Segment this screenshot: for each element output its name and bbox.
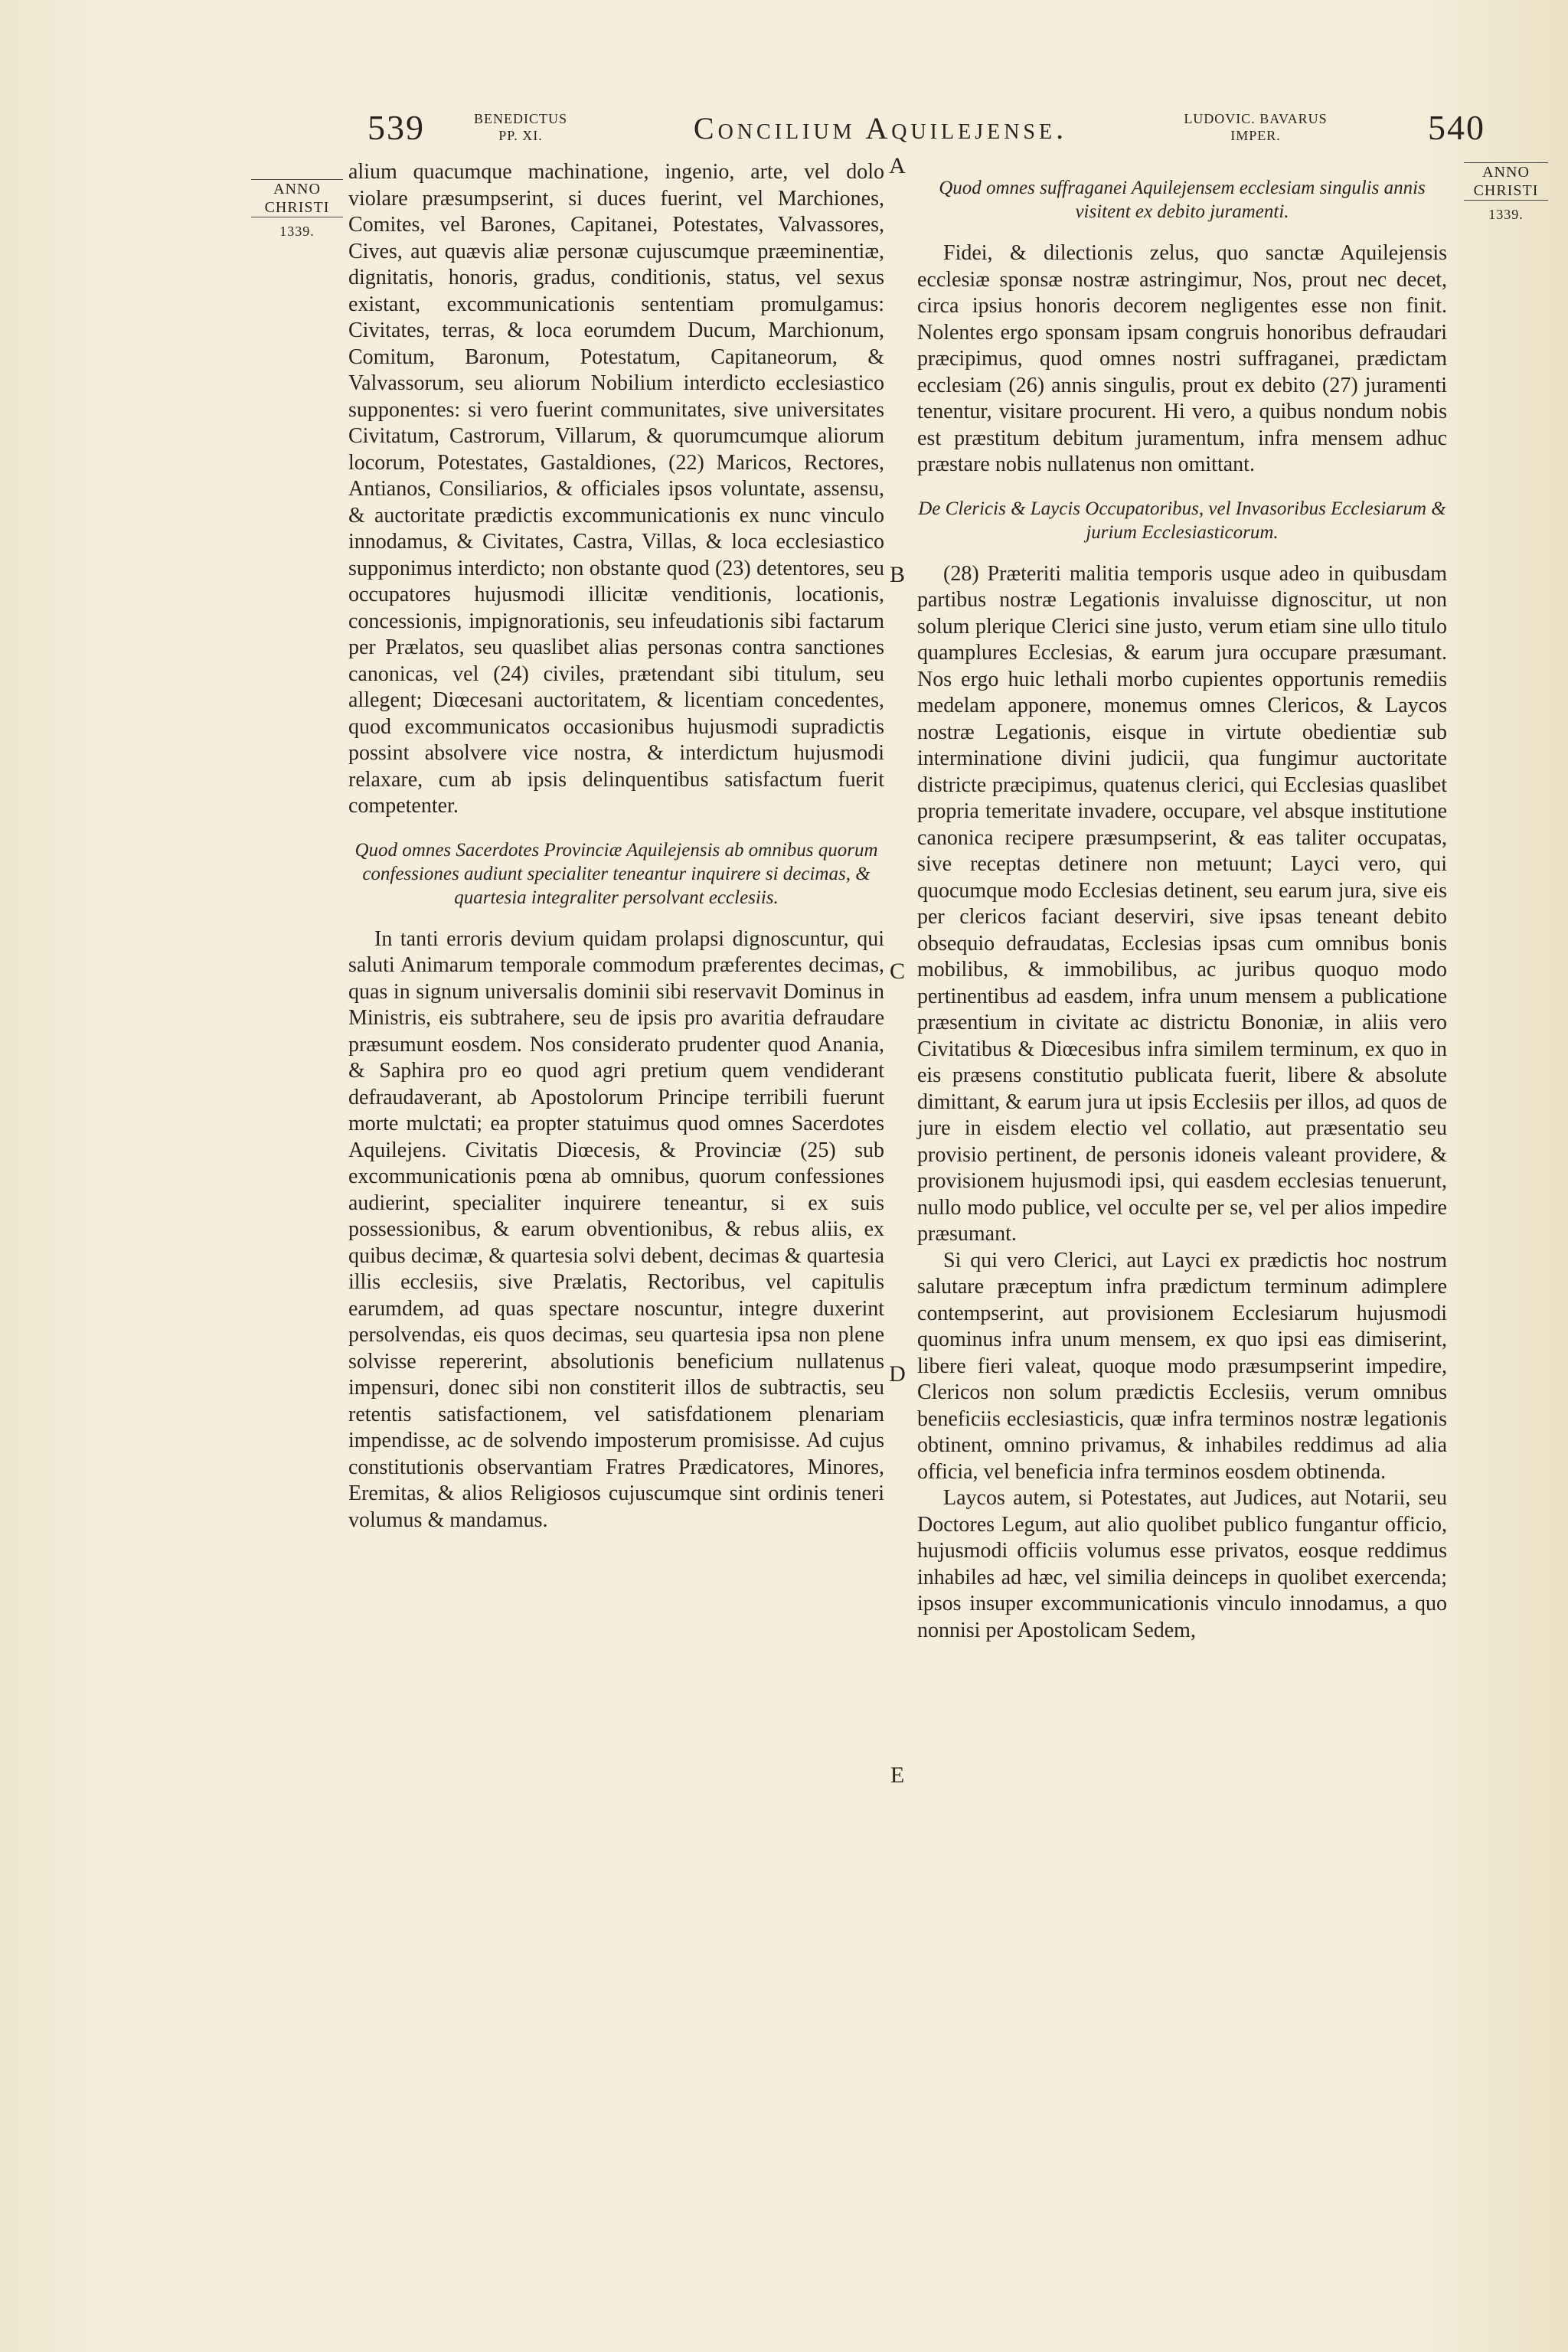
section-letter-e: E <box>890 1762 905 1788</box>
left-paragraph-1: alium quacumque machinatione, ingenio, arte, vel dolo violare præsumpserint, si duces fuerint, vel Marchiones, Comites, vel Barones, Capitanei, Potestates, Valvassores, Cives, aut quævis aliæ personæ cujuscumque præeminentiæ, dignitatis, honoris, gradus, conditionis, status, vel sexus existant, excommunicationis sententiam promulgamus: Civitates, terras, & loca eorumdem Ducum, Marchionum, Comitum, Baronum, Potestatum, Capitaneorum, & Valvassorum, seu aliorum Nobilium interdicto ecclesiastico supponentes: si vero fuerint communitates, sive universitates Civitatum, Castrorum, Villarum, & quorumcumque aliorum locorum, Potestates, Gastaldiones, (22) Maricos, Rectores, Antianos, Consiliarios, & officiales ipsos voluntate, assensu, & auctoritate prædictis excommunicationis ex nunc vinculo innodamus, & Civitates, Castra, Villas, & loca ecclesiastico supponimus interdicto; non obstante quod (23) detentores, seu occupatores hujusmodi illicitæ venditionis, locationis, concessionis, impignorationis, seu infeudationis sibi factarum per Prælatos, seu quaslibet alias personas contra sanctiones canonicas, vel (24) civiles, prætendant sibi titulum, seu allegent; Diœcesani auctoritatem, & licentiam concedentes, quod excommunicatos occasionibus hujusmodi supradictis possint absolvere vice nostra, & interdictum hujusmodi relaxare, cum ab ipsis delinquentibus satisfactum fuerit competenter. <box>348 160 884 818</box>
margin-anno: ANNO <box>1482 164 1530 181</box>
right-paragraph-1: Fidei, & dilectionis zelus, quo sanctæ Aquilejensis ecclesiæ sponsæ nostræ astringimur, Nos, prout nec decet, circa ipsius honoris decorem negligentes esse non finit. Nolentes ergo sponsam ipsam congruis honoribus defraudari præcipimus, quod omnes nostri suffraganei, prædictam ecclesiam (26) annis singulis, prout ex debito (27) juramenti tenentur, visitare procurent. Hi vero, a quibus nondum nobis est præstitum debitum juramentum, infra mensem adhuc præstare nobis nullatenus non omittant. <box>917 241 1447 476</box>
right-paragraph-3: Si qui vero Clerici, aut Layci ex prædictis hoc nostrum salutare præceptum infra prædictum terminum adimplere contempserint, aut provisionem Ecclesiarum hujusmodi quominus infra unum mensem, ex quo ipsi eas dimiserint, libere fieri valeat, quoque modo præsumpserint impedire, Clericos non solum prædictis Ecclesiis, verum omnibus beneficiis ecclesiasticis, quæ infra terminos nostræ legationis obtinent, omnino privamus, & inhabiles reddimus ad alia officia, vel beneficia infra terminos eosdem obtinenda. <box>917 1248 1447 1484</box>
right-text-column <box>917 159 1447 1644</box>
right-section-heading-2: De Clericis & Laycis Occupatoribus, vel Invasoribus Ecclesiarum & jurium Ecclesiasticorum. <box>918 498 1446 543</box>
left-section-heading: Quod omnes Sacerdotes Provinciæ Aquilejensis ab omnibus quorum confessiones audiunt specialiter teneantur inquirere si decimas, & quartesia integraliter persolvant ecclesiis. <box>354 839 878 908</box>
left-paragraph-2: In tanti erroris devium quidam prolapsi dignoscuntur, qui saluti Animarum temporale commodum præferentes decimas, quas in signum universalis dominii sibi reservavit Dominus in Ministris, eis subtrahere, seu de ipsis pro avaritia defraudare præsumunt eosdem. Nos considerato prudenter quod Anania, & Saphira pro eo quod agri pretium quem vendiderant defraudaverant, ab Apostolorum Principe terribili fuerunt morte mulctati; ea propter statuimus quod omnes Sacerdotes Aquilejens. Civitatis Diœcesis, & Provinciæ (25) sub excommunicationis pœna ab omnibus, quorum confessiones audierint, specialiter inquirere teneantur, si ex suis possessionibus, & earum obventionibus, & rebus aliis, ex quibus decimæ, & quartesia solvi debent, decimas & quartesia illis ecclesiis, sive Prælatis, Rectoribus, vel capitulis earumdem, ad quas spectare noscuntur, integre duxerint persolvendas, eis quos decimas, seu quartesia ipsa non plene solvisse repererint, absolutionis beneficium nullatenus impensuri, donec sibi non constiterit illos de subtractis, seu retentis satisfactionem, vel satisfdationem plenariam impendisse, ac de solvendo imposterum promisisse. Ad cujus constitutionis observantiam Fratres Prædicatores, Minores, Eremitas, & alios Religiosos cujuscumque sint ordinis teneri volumus & mandamus. <box>348 926 884 1532</box>
margin-anno-box <box>1464 162 1548 201</box>
margin-anno: ANNO <box>273 181 321 198</box>
left-margin-note <box>251 179 343 240</box>
margin-year: 1339. <box>279 224 315 239</box>
section-letter-c: C <box>889 959 905 984</box>
right-section-heading-1: Quod omnes suffraganei Aquilejensem ecclesiam singulis annis visitent ex debito juramenti. <box>939 178 1426 222</box>
right-page-number: 540 <box>1428 108 1485 147</box>
left-header-author <box>467 110 574 144</box>
left-text-column <box>348 159 884 1534</box>
left-author-sub: PP. XI. <box>498 128 543 143</box>
margin-anno-box <box>251 179 343 217</box>
running-header <box>368 107 1485 161</box>
right-header-author <box>1156 110 1355 144</box>
section-letter-d: D <box>889 1361 906 1387</box>
section-letter-a: A <box>889 153 906 178</box>
left-page-number: 539 <box>368 108 425 147</box>
right-author-sub: IMPER. <box>1230 128 1281 143</box>
left-author: BENEDICTUS <box>474 111 567 126</box>
page-title: Concilium Aquilejense. <box>693 111 1068 145</box>
right-paragraph-2: (28) Præteriti malitia temporis usque adeo in quibusdam partibus nostræ Legationis invaluisse dignoscitur, ut non solum plerique Clerici sine justo, verum etiam sine ullo titulo quamplures Ecclesias, & earum jura occupare præsumant. Nos ergo huic lethali morbo cupientes opportunis remediis medelam apponere, monemus omnes Clericos, & Laycos nostræ Legationis, eisque in virtute obedientiæ sub interminatione divini judicii, qua fungimur auctoritate districte præcipimus, quatenus clerici, qui Ecclesias quaslibet propria temeritate invadere, occupare, vel absque institutione canonica recipere præsumpserint, & eas taliter occupatas, sive receptas detinere non metuunt; Layci vero, qui quocumque modo Ecclesias detinent, seu earum jura, sive eis per clericos faciant deserviri, sive ipsas teneant debito obsequio defraudatas, Ecclesias ipsas cum omnibus bonis mobilibus, & immobilibus, ac juribus quoquo modo pertinentibus ad easdem, infra unum mensem a publicatione præsentium in civitate ac districtu Bononiæ, in aliis vero Civitatibus & Diœcesibus infra similem terminum, ex quo in eis præsens constitutio publicata fuerit, libere & absolute dimittant, & earum jura ut ipsis Ecclesiis per illos, ad quos de jure in eisdem electio vel collatio, aut præsentatio seu provisio pertinent, de personis idoneis valeant providere, & provisionem hujusmodi ipsi, qui easdem ecclesias tenuerunt, nullo modo publice, vel occulte per se, vel per alios impedire præsumant. <box>917 561 1447 1246</box>
margin-christi: CHRISTI <box>264 199 330 216</box>
section-letter-b: B <box>889 562 905 587</box>
right-margin-note <box>1464 162 1548 224</box>
right-author: LUDOVIC. BAVARUS <box>1184 111 1328 126</box>
right-paragraph-4: Laycos autem, si Potestates, aut Judices, aut Notarii, seu Doctores Legum, aut alio quolibet publico fungantur officio, hujusmodi officiis volumus esse privatos, eosque reddimus inhabiles ad hæc, vel similia deinceps in quolibet exercenda; ipsos insuper excommunicationis vinculo innodamus, a quo nonnisi per Apostolicam Sedem, <box>917 1486 1447 1642</box>
margin-year: 1339. <box>1488 207 1524 222</box>
margin-christi: CHRISTI <box>1473 182 1539 199</box>
